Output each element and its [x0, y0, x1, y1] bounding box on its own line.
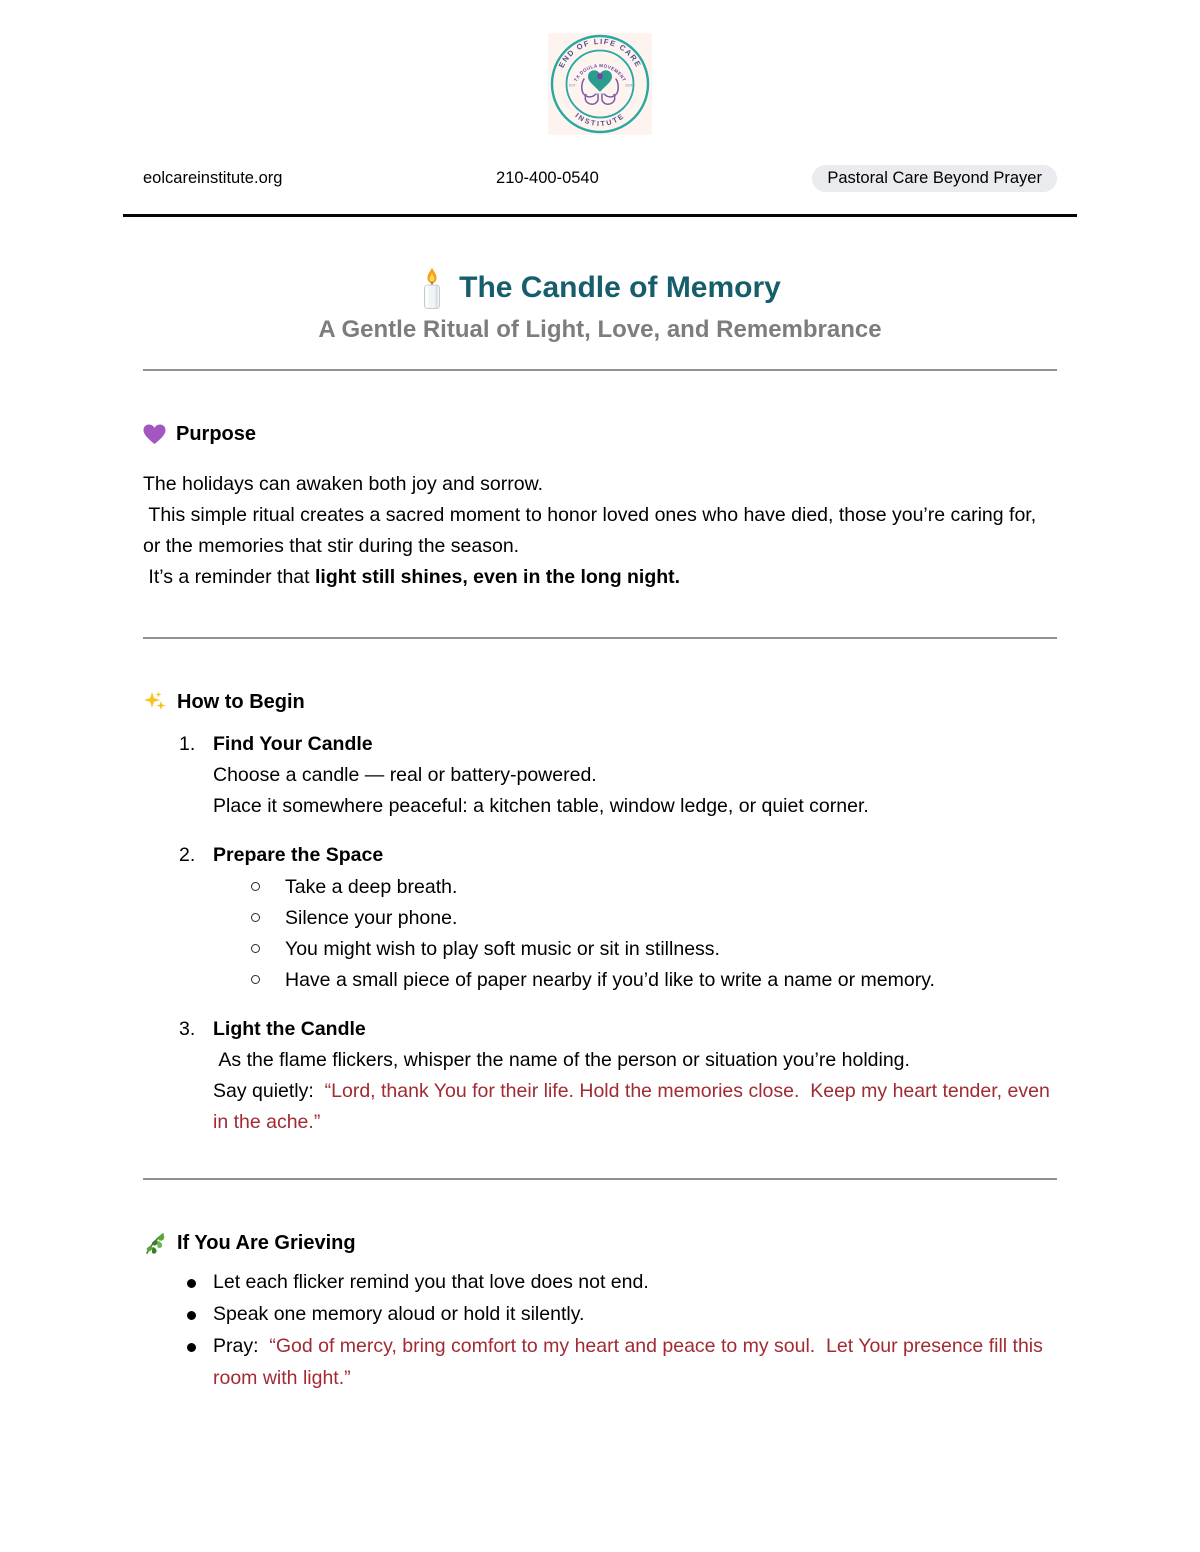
step-light-the-candle [143, 1014, 1057, 1138]
header-divider [123, 214, 1077, 217]
sub-bullet-marker [213, 872, 285, 903]
step-1-line-1: Choose a candle — real or battery-powered. [213, 764, 597, 786]
bullet-marker [143, 1330, 213, 1394]
how-to-begin-divider [143, 1178, 1057, 1180]
sub-bullet-text: Have a small piece of paper nearby if you’d like to write a name or memory. [285, 969, 935, 991]
sub-bullet-marker [213, 903, 285, 934]
contact-header [143, 165, 1057, 192]
purple-heart-icon [143, 424, 166, 445]
svg-text:TX DOULA MOVEMENT: TX DOULA MOVEMENT [573, 63, 627, 83]
list-item [213, 872, 1057, 903]
pray-label: Pray: [213, 1335, 270, 1357]
purpose-line-3-prefix: It’s a reminder that [143, 566, 315, 588]
sub-bullet-marker [213, 934, 285, 965]
step-find-your-candle [143, 729, 1057, 822]
sub-bullet-text: You might wish to play soft music or sit in stillness. [285, 938, 720, 960]
step-1-body [213, 729, 1057, 822]
sparkles-icon [143, 690, 167, 714]
step-1-number: 1. [179, 733, 196, 755]
bullet-marker [143, 1266, 213, 1298]
step-3-number: 3. [179, 1018, 196, 1040]
list-item [143, 1330, 1057, 1394]
purpose-paragraph [143, 469, 1057, 593]
step-3-title: Light the Candle [213, 1018, 366, 1040]
page-title [143, 267, 1057, 309]
sub-bullet-text: Take a deep breath. [285, 876, 458, 898]
step-3-body [213, 1014, 1057, 1138]
step-2-body [213, 840, 1057, 996]
candle-prayer-quote: “Lord, thank You for their life. Hold the memories close. Keep my heart tender, even in the ache.” [213, 1080, 1056, 1133]
purpose-line-3-bold: light still shines, even in the long night. [314, 566, 681, 588]
step-3-line-1: As the flame flickers, whisper the name of the person or situation you’re holding. [213, 1049, 910, 1071]
grieving-bullet-3 [213, 1330, 1057, 1394]
candle-icon [419, 267, 445, 309]
phone-text: 210-400-0540 [496, 169, 599, 187]
grieving-heading [143, 1230, 1057, 1256]
list-item [213, 903, 1057, 934]
grieving-prayer-quote: “God of mercy, bring comfort to my heart and peace to my soul. Let Your presence fill this room with light.” [213, 1335, 1049, 1389]
purpose-line-3 [143, 562, 1057, 593]
svg-text:2024: 2024 [625, 83, 633, 88]
step-1-line-2: Place it somewhere peaceful: a kitchen table, window ledge, or quiet corner. [213, 795, 869, 817]
list-item [213, 934, 1057, 965]
step-2-title: Prepare the Space [213, 844, 384, 866]
purpose-line-1: The holidays can awaken both joy and sorrow. [143, 473, 543, 495]
herb-sprig-icon [143, 1231, 167, 1255]
svg-text:INSTITUTE: INSTITUTE [573, 110, 627, 129]
step-prepare-the-space [143, 840, 1057, 996]
grieving-heading-text: If You Are Grieving [177, 1232, 356, 1254]
sub-bullet-marker [213, 965, 285, 996]
logo-container [143, 33, 1057, 135]
step-2-number: 2. [179, 844, 196, 866]
purpose-heading-text: Purpose [176, 423, 257, 445]
step-3-prayer-line [213, 1076, 1057, 1138]
grieving-bullet-1: Let each flicker remind you that love does not end. [213, 1271, 649, 1293]
institute-logo [548, 33, 652, 135]
bullet-marker [143, 1298, 213, 1330]
purpose-heading [143, 421, 1057, 447]
sub-bullet-text: Silence your phone. [285, 907, 458, 929]
how-to-begin-steps [143, 729, 1057, 1138]
page-subtitle: A Gentle Ritual of Light, Love, and Remembrance [318, 316, 882, 343]
title-block [143, 267, 1057, 346]
tagline-badge: Pastoral Care Beyond Prayer [812, 165, 1057, 192]
how-to-begin-heading-text: How to Begin [177, 691, 305, 713]
list-item [213, 965, 1057, 996]
grieving-bullets [143, 1266, 1057, 1394]
step-1-title: Find Your Candle [213, 733, 373, 755]
list-item [143, 1298, 1057, 1330]
title-divider [143, 369, 1057, 371]
how-to-begin-heading [143, 689, 1057, 715]
step-2-sub-bullets [213, 872, 1057, 996]
purpose-line-2: This simple ritual creates a sacred moment to honor loved ones who have died, those you’re caring for, or the memories that stir during the season. [143, 504, 1042, 557]
grieving-bullet-2: Speak one memory aloud or hold it silently. [213, 1303, 585, 1325]
svg-text:END OF LIFE CARE: END OF LIFE CARE [556, 36, 644, 70]
purpose-divider [143, 637, 1057, 639]
end-of-life-care-institute-seal-icon [550, 34, 650, 134]
website-text: eolcareinstitute.org [143, 169, 283, 187]
svg-text:EST.: EST. [569, 83, 577, 88]
say-quietly-label: Say quietly: [213, 1080, 325, 1102]
list-item [143, 1266, 1057, 1298]
page-title-text: The Candle of Memory [459, 271, 781, 304]
